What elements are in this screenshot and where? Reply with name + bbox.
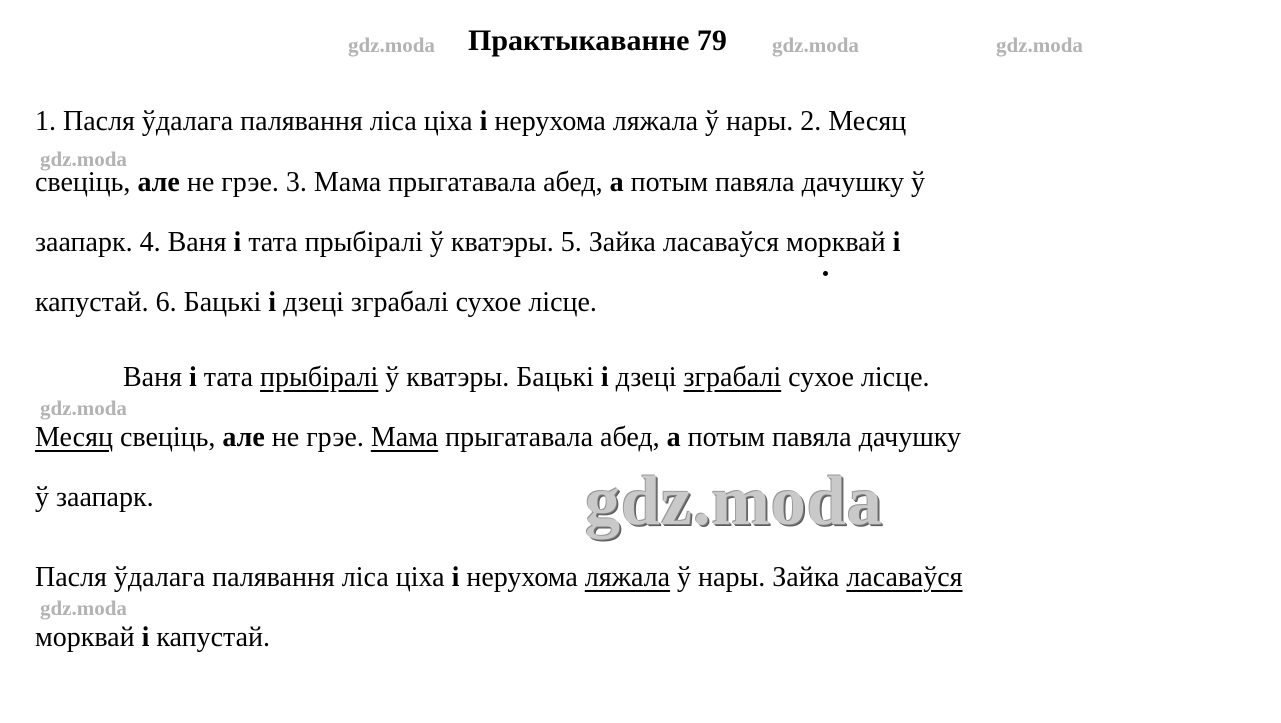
watermark: gdz.moda — [348, 33, 435, 57]
text: Пасля ўдалага палявання ліса ціха — [35, 562, 452, 593]
exercise-line-2 — [35, 166, 925, 200]
text: 1. Пасля ўдалага палявання ліса ціха — [35, 106, 480, 137]
conjunction: але — [137, 167, 180, 198]
text: сухое лісце. — [781, 362, 930, 393]
group1-line-3 — [35, 481, 154, 515]
predicate: ляжала — [584, 562, 671, 593]
text: ў заапарк. — [35, 482, 154, 513]
text: тата прыбіралі ў кватэры. 5. Зайка ласаваўся морквай — [241, 227, 893, 258]
conjunction: а — [609, 167, 624, 198]
group1-line-1 — [123, 361, 930, 395]
conjunction: і — [188, 362, 197, 393]
text: капустай. — [149, 622, 271, 653]
stray-dot — [823, 271, 828, 276]
text: нерухома ляжала ў нары. 2. Месяц — [487, 106, 907, 137]
conjunction: і — [479, 106, 488, 137]
text: прыгатавала абед, — [438, 422, 667, 453]
subject: Месяц — [35, 422, 113, 453]
text: ў кватэры. Бацькі — [378, 362, 601, 393]
text: заапарк. 4. Ваня — [35, 227, 234, 258]
watermark: gdz.moda — [40, 396, 127, 420]
text: потым павяла дачушку — [680, 422, 961, 453]
group2-line-2 — [35, 621, 270, 655]
watermark: gdz.moda — [40, 596, 127, 620]
watermark: gdz.moda — [996, 33, 1083, 57]
text: дзеці зграбалі сухое лісце. — [276, 287, 597, 318]
conjunction: але — [222, 422, 265, 453]
text: нерухома — [459, 562, 585, 593]
text: морквай — [35, 622, 142, 653]
watermark-large: gdz.moda — [585, 463, 883, 540]
predicate: прыбіралі — [260, 362, 379, 393]
group1-line-2 — [35, 421, 961, 455]
predicate: ласаваўся — [846, 562, 963, 593]
exercise-line-3 — [35, 226, 900, 260]
text: тата — [196, 362, 261, 393]
conjunction: і — [141, 622, 150, 653]
conjunction: і — [268, 287, 277, 318]
conjunction: і — [600, 362, 609, 393]
subject: Мама — [370, 422, 439, 453]
text: не грэе. 3. Мама прыгатавала абед, — [179, 167, 610, 198]
conjunction: і — [451, 562, 460, 593]
predicate: зграбалі — [683, 362, 782, 393]
exercise-line-4 — [35, 286, 597, 320]
text: свеціць, — [112, 422, 223, 453]
text: ў нары. Зайка — [670, 562, 847, 593]
conjunction: і — [233, 227, 242, 258]
text: капустай. 6. Бацькі — [35, 287, 269, 318]
conjunction: а — [666, 422, 681, 453]
text: дзеці — [608, 362, 684, 393]
group2-line-1 — [35, 561, 963, 595]
text: свеціць, — [35, 167, 138, 198]
conjunction: і — [892, 227, 901, 258]
watermark: gdz.moda — [772, 33, 859, 57]
text: потым павяла дачушку ў — [623, 167, 925, 198]
exercise-line-1 — [35, 105, 906, 139]
watermark: gdz.moda — [40, 147, 127, 171]
text: Ваня — [123, 362, 189, 393]
page-title: Практыкаванне 79 — [468, 24, 727, 57]
text: не грэе. — [264, 422, 371, 453]
